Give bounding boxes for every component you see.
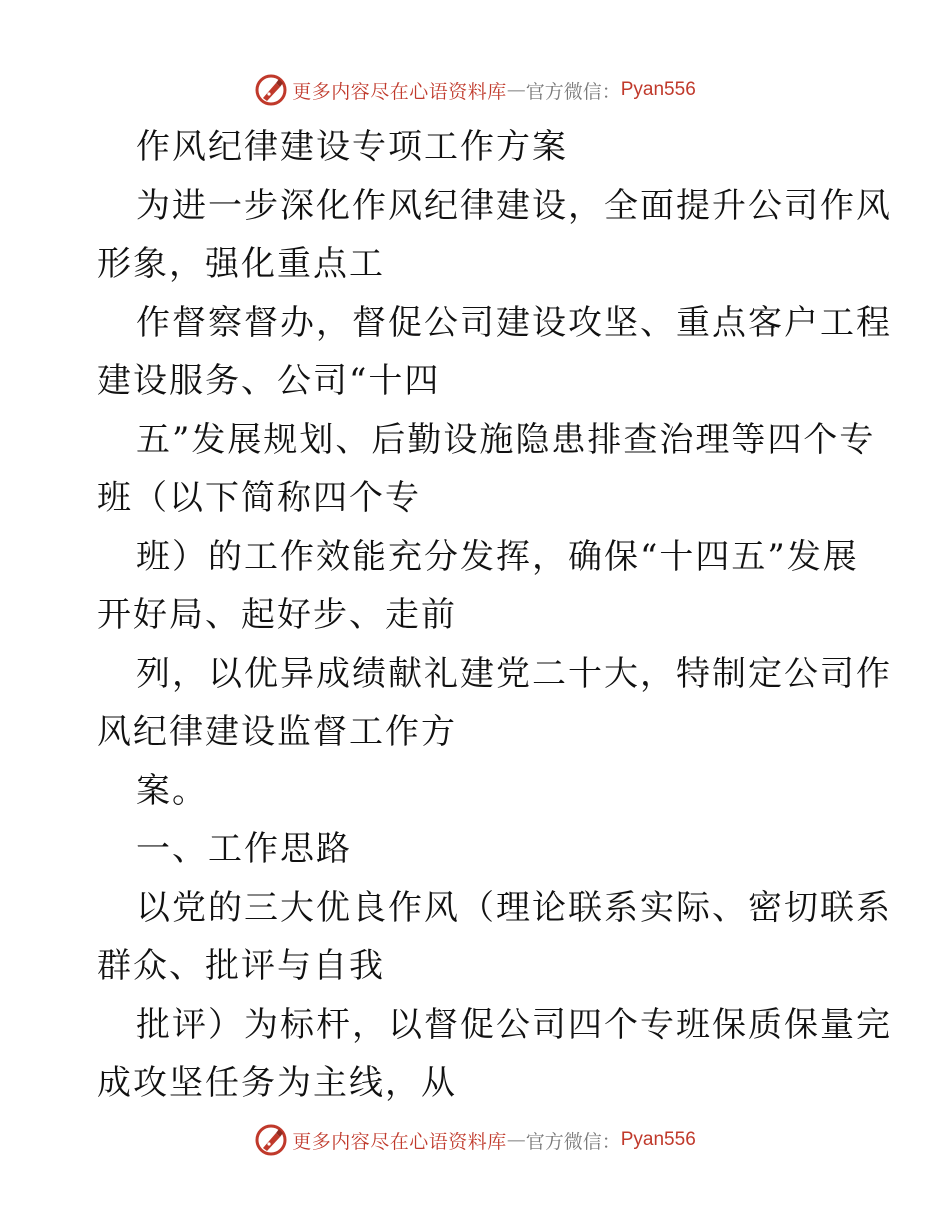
banner-wechat-id: Pyan556 xyxy=(620,1129,696,1150)
banner-wechat-id: Pyan556 xyxy=(620,79,696,100)
document-body xyxy=(97,118,892,1113)
banner-wechat-label: 官方微信： xyxy=(525,80,621,103)
document-line: 形象，强化重点工 xyxy=(97,244,385,284)
document-line: 成攻坚任务为主线，从 xyxy=(97,1063,457,1103)
document-line: 五”发展规划、后勤设施隐患排查治理等四个专 xyxy=(136,419,876,460)
banner-wechat-label: 官方微信： xyxy=(525,1130,621,1153)
document-line: 案。 xyxy=(136,770,208,811)
pen-nib-logo-icon xyxy=(254,1123,288,1157)
document-line: 为进一步深化作风纪律建设，全面提升公司作风 xyxy=(136,185,892,226)
document-line: 群众、批评与自我 xyxy=(97,946,385,986)
document-line: 作督察督办，督促公司建设攻坚、重点客户工程 xyxy=(136,302,892,343)
document-line: 建设服务、公司“十四 xyxy=(97,361,441,401)
banner-separator: — xyxy=(506,1129,526,1151)
document-line: 班（以下简称四个专 xyxy=(97,478,421,518)
document-line: 风纪律建设监督工作方 xyxy=(97,712,457,752)
header-banner xyxy=(0,70,950,110)
footer-banner xyxy=(0,1120,950,1160)
document-line: 批评）为标杆，以督促公司四个专班保质保量完 xyxy=(136,1004,892,1045)
banner-text: 更多内容尽在心语资料库 xyxy=(292,1130,507,1153)
document-line: 班）的工作效能充分发挥，确保“十四五”发展 xyxy=(136,536,859,577)
document-line: 一、工作思路 xyxy=(136,829,352,869)
banner-text: 更多内容尽在心语资料库 xyxy=(292,80,507,103)
document-line: 开好局、起好步、走前 xyxy=(97,595,457,635)
banner-separator: — xyxy=(506,79,526,101)
document-line: 作风纪律建设专项工作方案 xyxy=(136,127,568,167)
pen-nib-logo-icon xyxy=(254,73,288,107)
document-line: 列，以优异成绩献礼建党二十大，特制定公司作 xyxy=(136,653,892,694)
document-line: 以党的三大优良作风（理论联系实际、密切联系 xyxy=(136,887,892,928)
